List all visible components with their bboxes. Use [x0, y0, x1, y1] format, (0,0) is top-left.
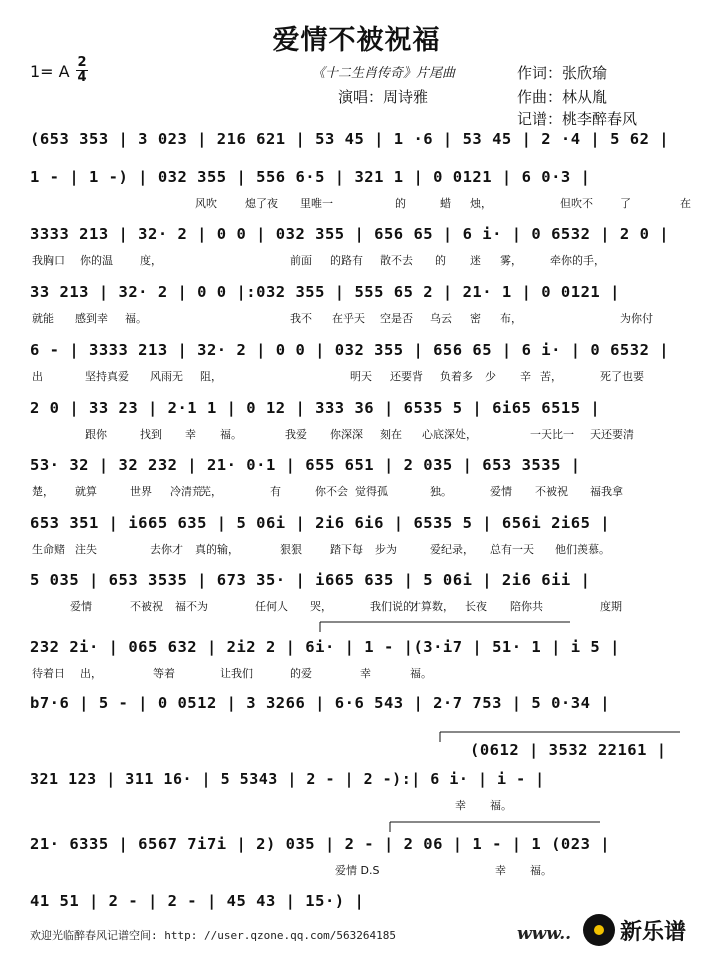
lyric-word: 牵你的手，	[550, 254, 605, 267]
lyric-word: 刻在	[380, 428, 402, 441]
lyric-word: 风雨无	[150, 370, 183, 383]
song-title: 爱情不被祝福	[272, 25, 441, 56]
lyric-word: 你的温	[80, 254, 113, 267]
lyric-word: 长夜	[465, 600, 487, 613]
lyric-word: 苦，	[540, 370, 562, 383]
brand-www: www..	[517, 924, 572, 944]
jianpu-notes: 321 123 | 311 16· | 5 5343 | 2 - | 2 -):| 6 i· | i - |	[30, 770, 545, 788]
lyric-word: 福不为	[175, 600, 208, 613]
lyric-word: 注失	[75, 543, 97, 556]
lyric-word: 任何人	[255, 600, 288, 613]
lyric-word: 去你才	[150, 543, 183, 556]
lyric-word: 蜡	[440, 197, 451, 210]
lyric-word: 还要背	[390, 370, 423, 383]
lyric-word: 爱纪录，	[430, 543, 474, 556]
lyric-word: 你不会	[315, 485, 348, 498]
lyric-word: 坚持真爱	[85, 370, 129, 383]
jianpu-notes: (653 353 | 3 023 | 216 621 | 53 45 | 1 ·6 | 53 45 | 2 ·4 | 5 62 |	[30, 130, 670, 148]
lyric-word: 不被祝	[130, 600, 163, 613]
lyric-word: 我爱	[285, 428, 307, 441]
lyric-word: 的	[395, 197, 406, 210]
lyric-word: 感到幸	[75, 312, 108, 325]
lyric-word: 找到	[140, 428, 162, 441]
lyric-word: 但吹不	[560, 197, 593, 210]
jianpu-notes: 653 351 | i665 635 | 5 06i | 2i6 6i6 | 6535 5 | 656i 2i65 |	[30, 514, 611, 532]
jianpu-notes: 232 2i· | 065 632 | 2i2 2 | 6i· | 1 - |(3·i7 | 51· 1 | i 5 |	[30, 638, 620, 656]
lyric-word: 我胸口	[32, 254, 65, 267]
lyricist: 作词：张欣瑜	[517, 64, 608, 82]
lyric-word: 幸	[185, 428, 196, 441]
jianpu-notes: 6 - | 3333 213 | 32· 2 | 0 0 | 032 355 | 656 65 | 6 i· | 0 6532 |	[30, 341, 670, 359]
lyric-word: 密	[470, 312, 481, 325]
lyric-word: 就能	[32, 312, 54, 325]
lyric-word: 幸	[360, 667, 371, 680]
lyric-word: 布，	[500, 312, 522, 325]
lyric-word: 哭，	[310, 600, 332, 613]
singer: 演唱：周诗雅	[338, 88, 429, 106]
lyric-word: 负着多	[440, 370, 473, 383]
lyric-word: 爱情	[70, 600, 92, 613]
lyric-word: 等着	[153, 667, 175, 680]
lyric-word: 辛	[520, 370, 531, 383]
lyric-word: 冷清荒	[170, 485, 203, 498]
lyric-word: 在乎天	[332, 312, 365, 325]
lyric-word: 跟你	[85, 428, 107, 441]
lyric-word: 里唯一	[300, 197, 333, 210]
lyric-word: 为你付	[620, 312, 653, 325]
lyric-word: 阻，	[200, 370, 222, 383]
lyric-word: 才算数，	[410, 600, 454, 613]
lyric-word: 福。	[410, 667, 432, 680]
lyric-word: 我不	[290, 312, 312, 325]
lyric-word: 明天	[350, 370, 372, 383]
lyric-word: 幸	[495, 864, 506, 877]
lyric-word: 了	[620, 197, 631, 210]
time-signature-bottom: 4	[77, 70, 87, 85]
lyric-word: 待着日	[32, 667, 65, 680]
jianpu-notes: b7·6 | 5 - | 0 0512 | 3 3266 | 6·6 543 | 2·7 753 | 5 0·34 |	[30, 694, 611, 712]
lyric-word: 散不去	[380, 254, 413, 267]
lyric-word: 陪你共	[510, 600, 543, 613]
jianpu-notes: 2 0 | 33 23 | 2·1 1 | 0 12 | 333 36 | 6535 5 | 6i65 6515 |	[30, 399, 601, 417]
lyric-word: 楚，	[32, 485, 54, 498]
lyric-word: 出，	[80, 667, 102, 680]
jianpu-notes: 3333 213 | 32· 2 | 0 0 | 032 355 | 656 65 | 6 i· | 0 6532 | 2 0 |	[30, 225, 670, 243]
lyric-word: 狠狠	[280, 543, 302, 556]
jianpu-notes: 21· 6335 | 6567 7i7i | 2) 035 | 2 - | 2 06 | 1 - | 1 (023 |	[30, 835, 611, 853]
lyric-word: 雾，	[500, 254, 522, 267]
lyric-word: 福。	[490, 799, 512, 812]
jianpu-notes: 5 035 | 653 3535 | 673 35· | i665 635 | 5 06i | 2i6 6ii |	[30, 571, 591, 589]
lyric-word: 度，	[140, 254, 162, 267]
lyric-word: 就算	[75, 485, 97, 498]
lyric-word: 世界	[130, 485, 152, 498]
lyric-word: 死了也要	[600, 370, 644, 383]
lyric-word: 福我拿	[590, 485, 623, 498]
lyric-word: 生命赌	[32, 543, 65, 556]
lyric-word: 空是否	[380, 312, 413, 325]
footer-text: 欢迎光临醉春风记谱空间: http: //user.qzone.qq.com/563264185	[30, 929, 397, 942]
jianpu-notes: (0612 | 3532 22161 |	[470, 741, 667, 759]
jianpu-notes: 1 - | 1 -) | 032 355 | 556 6·5 | 321 1 | 0 0121 | 6 0·3 |	[30, 168, 591, 186]
lyric-word: 的路有	[330, 254, 363, 267]
lyric-word: 爱情 D.S	[335, 864, 380, 877]
time-signature-top: 2	[77, 55, 87, 70]
lyric-word: 真的输，	[195, 543, 239, 556]
lyric-word: 福。	[220, 428, 242, 441]
lyric-word: 心底深处，	[422, 428, 477, 441]
lyric-word: 乌云	[430, 312, 452, 325]
jianpu-notes: 53· 32 | 32 232 | 21· 0·1 | 655 651 | 2 035 | 653 3535 |	[30, 456, 581, 474]
transcriber: 记谱：桃李醉春风	[517, 110, 638, 128]
lyric-word: 烛，	[470, 197, 492, 210]
lyric-word: 的爱	[290, 667, 312, 680]
lyric-word: 总有一天	[490, 543, 534, 556]
lyric-word: 幸	[455, 799, 466, 812]
lyric-word: 的	[435, 254, 446, 267]
lyric-word: 独。	[430, 485, 452, 498]
lyric-word: 熄了夜	[245, 197, 278, 210]
lyric-word: 一天比一	[530, 428, 574, 441]
lyric-word: 你深深	[330, 428, 363, 441]
lyric-word: 觉得孤	[355, 485, 388, 498]
lyric-word: 天还要清	[590, 428, 634, 441]
lyric-word: 出	[32, 370, 43, 383]
brand-name: 新乐谱	[620, 920, 687, 945]
lyric-word: 芜，	[200, 485, 222, 498]
lyric-word: 迷	[470, 254, 481, 267]
lyric-word: 爱情	[490, 485, 512, 498]
lyric-word: 风吹	[195, 197, 217, 210]
jianpu-notes: 41 51 | 2 - | 2 - | 45 43 | 15·) |	[30, 892, 365, 910]
lyric-word: 他们羡慕。	[555, 543, 610, 556]
lyric-word: 福。	[125, 312, 147, 325]
composer: 作曲：林从胤	[517, 88, 608, 106]
lyric-word: 不被祝	[535, 485, 568, 498]
lyric-word: 少	[485, 370, 496, 383]
lyric-word: 度期	[600, 600, 622, 613]
lyric-word: 我们说的	[370, 600, 414, 613]
lyric-word: 前面	[290, 254, 312, 267]
lyric-word: 让我们	[220, 667, 253, 680]
lyric-word: 在	[680, 197, 691, 210]
subtitle: 《十二生肖传奇》片尾曲	[312, 66, 456, 81]
lyric-word: 有	[270, 485, 281, 498]
jianpu-notes: 33 213 | 32· 2 | 0 0 |:032 355 | 555 65 2 | 21· 1 | 0 0121 |	[30, 283, 620, 301]
lyric-word: 踏下每	[330, 543, 363, 556]
lyric-word: 福。	[530, 864, 552, 877]
lyric-word: 步为	[375, 543, 397, 556]
key-signature: 1= A	[30, 62, 70, 81]
